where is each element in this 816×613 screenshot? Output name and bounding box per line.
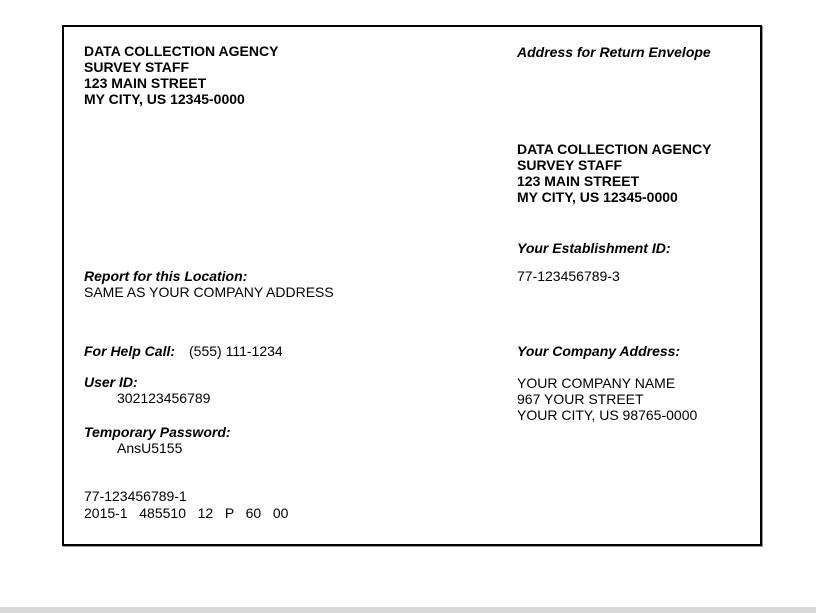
user-id-value: 302123456789 bbox=[117, 390, 211, 406]
temporary-password-value: AnsU5155 bbox=[117, 440, 183, 456]
form-code-line-2: 2015-1 485510 12 P 60 00 bbox=[84, 505, 289, 521]
help-call-label: For Help Call: bbox=[84, 343, 176, 359]
establishment-id-value: 77-123456789-3 bbox=[517, 268, 620, 284]
help-call-block bbox=[84, 343, 283, 359]
agency-address-line: DATA COLLECTION AGENCY bbox=[84, 43, 279, 59]
agency-address-line: 123 MAIN STREET bbox=[84, 75, 207, 91]
company-address-line: YOUR CITY, US 98765-0000 bbox=[517, 407, 698, 423]
form-codes-block bbox=[84, 488, 288, 522]
return-envelope-heading: Address for Return Envelope bbox=[517, 44, 711, 60]
return-address-block bbox=[517, 141, 711, 205]
user-id-label: User ID: bbox=[84, 374, 138, 390]
report-location-value: SAME AS YOUR COMPANY ADDRESS bbox=[84, 284, 334, 300]
company-address-line: 967 YOUR STREET bbox=[517, 391, 644, 407]
temporary-password-block bbox=[84, 424, 231, 456]
agency-address-line: MY CITY, US 12345-0000 bbox=[84, 91, 245, 107]
form-code-line-1: 77-123456789-1 bbox=[84, 488, 187, 504]
agency-address-line: SURVEY STAFF bbox=[84, 59, 190, 75]
company-address-line: YOUR COMPANY NAME bbox=[517, 375, 676, 391]
establishment-id-label: Your Establishment ID: bbox=[517, 240, 671, 256]
return-address-line: MY CITY, US 12345-0000 bbox=[517, 189, 678, 205]
agency-address-block bbox=[84, 43, 278, 107]
user-id-block bbox=[84, 374, 210, 406]
report-location-label: Report for this Location: bbox=[84, 268, 248, 284]
return-address-line: 123 MAIN STREET bbox=[517, 173, 640, 189]
return-address-line: DATA COLLECTION AGENCY bbox=[517, 141, 712, 157]
return-address-line: SURVEY STAFF bbox=[517, 157, 623, 173]
temporary-password-label: Temporary Password: bbox=[84, 424, 231, 440]
company-address-label: Your Company Address: bbox=[517, 343, 681, 359]
help-call-phone: (555) 111-1234 bbox=[189, 343, 283, 359]
report-location-block bbox=[84, 268, 334, 300]
company-address-block bbox=[517, 375, 697, 423]
window-bottom-strip bbox=[0, 607, 816, 613]
